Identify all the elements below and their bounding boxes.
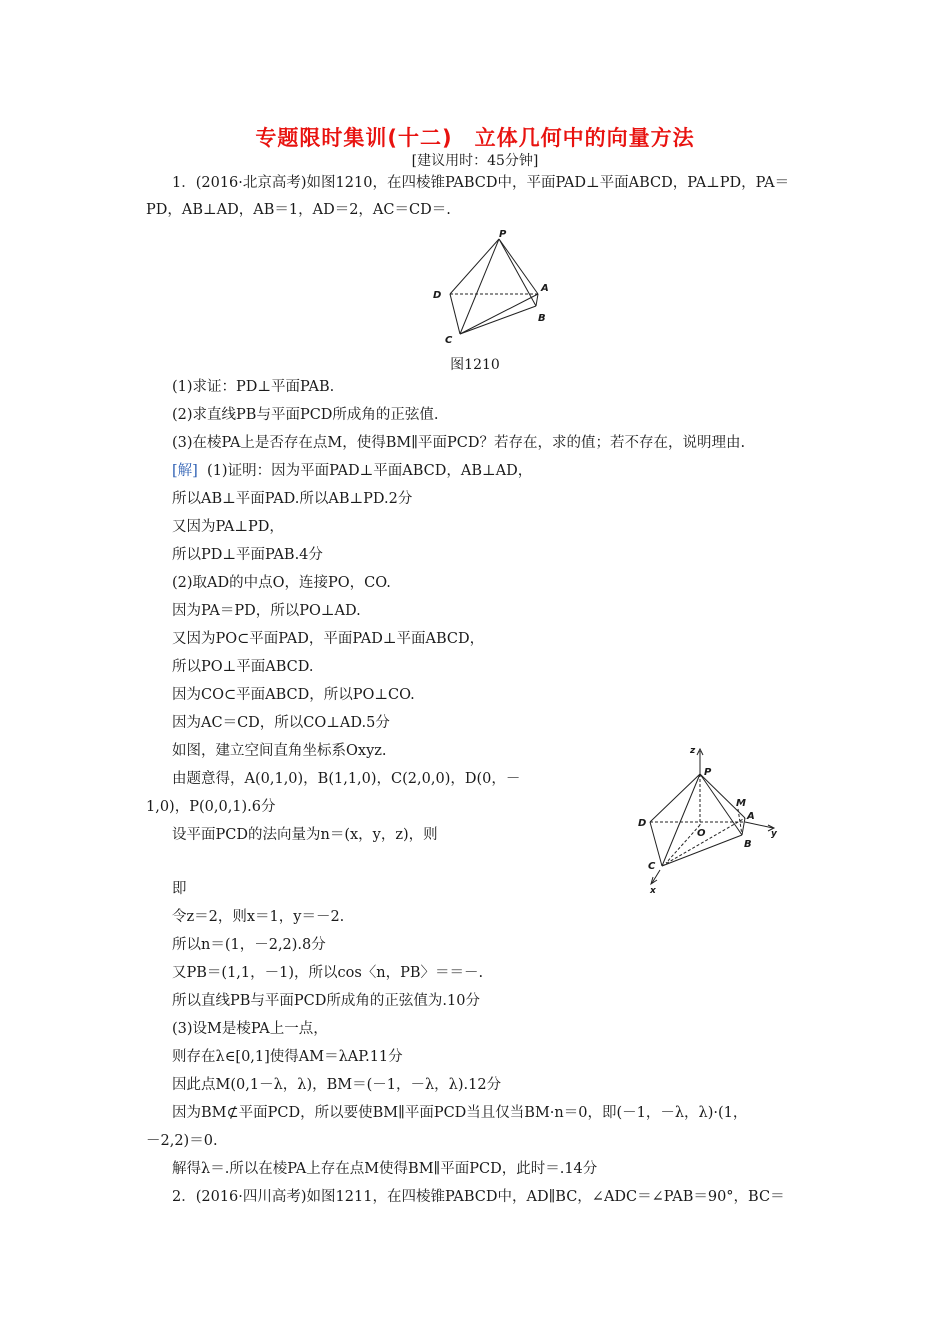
fig2-label-y: y — [771, 829, 777, 839]
solution-line-3: 又因为PA⊥PD， — [172, 519, 284, 535]
fig2-label-b: B — [744, 839, 752, 850]
solution-line-22: 因此点M(0,1－λ，λ)，BM＝(－1，－λ，λ).12分 — [172, 1077, 502, 1093]
fig1-label-c: C — [445, 335, 453, 346]
fig2-label-x: x — [650, 886, 656, 895]
solution-line-14: 设平面PCD的法向量为n＝(x，y，z)，则 — [172, 827, 438, 843]
solution-line-13: 1,0)，P(0,0,1).6分 — [146, 799, 276, 815]
solution-line-23: 因为BM⊄平面PCD，所以要使BM∥平面PCD当且仅当BM·n＝0，即(－1，－λ，λ)·(1， — [172, 1105, 748, 1121]
solution-line-16: 令z＝2，则x＝1，y＝－2. — [172, 909, 345, 925]
solution-line-21: 则存在λ∈[0,1]使得AM＝λAP.11分 — [172, 1049, 403, 1065]
question-1: (1)求证：PD⊥平面PAB. — [172, 379, 335, 395]
fig1-label-a: A — [541, 283, 549, 294]
solution-line-10: 因为AC＝CD，所以CO⊥AD.5分 — [172, 715, 390, 731]
page-subtitle: [建议用时：45分钟] — [411, 153, 539, 169]
fig2-label-o: O — [697, 828, 706, 839]
question-2: (2)求直线PB与平面PCD所成角的正弦值. — [172, 407, 439, 423]
solution-line-8: 所以PO⊥平面ABCD. — [172, 659, 314, 675]
solution-line-1: [解] (1)证明：因为平面PAD⊥平面ABCD，AB⊥AD， — [172, 463, 533, 479]
fig2-label-a: A — [747, 811, 755, 822]
solution-line-7: 又因为PO⊂平面PAD，平面PAD⊥平面ABCD， — [172, 631, 485, 647]
figure-caption: 图1210 — [450, 357, 500, 373]
fig1-label-b: B — [538, 313, 546, 324]
fig1-label-p: P — [499, 229, 507, 240]
solution-line-25: 解得λ＝.所以在棱PA上存在点M使得BM∥平面PCD，此时＝.14分 — [172, 1161, 598, 1177]
fig2-label-z: z — [690, 746, 696, 756]
fig2-label-d: D — [638, 818, 647, 829]
coordinate-pyramid-figure — [630, 745, 790, 895]
solution-tag: [解] — [172, 463, 198, 479]
fig2-label-p: P — [704, 767, 712, 778]
solution-line-11: 如图，建立空间直角坐标系Oxyz. — [172, 743, 387, 759]
pyramid-figure-1210 — [428, 226, 568, 346]
solution-line-5: (2)取AD的中点O，连接PO，CO. — [172, 575, 391, 591]
fig1-label-d: D — [433, 290, 442, 301]
solution-line-19: 所以直线PB与平面PCD所成角的正弦值为.10分 — [172, 993, 480, 1009]
page-title: 专题限时集训(十二) 立体几何中的向量方法 — [255, 126, 695, 150]
fig2-label-c: C — [648, 861, 656, 872]
solution-line-15: 即 — [172, 881, 187, 897]
solution-line-12: 由题意得，A(0,1,0)，B(1,1,0)，C(2,0,0)，D(0，－ — [172, 771, 521, 787]
solution-line-2: 所以AB⊥平面PAD.所以AB⊥PD.2分 — [172, 491, 413, 507]
solution-line-4: 所以PD⊥平面PAB.4分 — [172, 547, 323, 563]
solution-line-6: 因为PA＝PD，所以PO⊥AD. — [172, 603, 361, 619]
fig2-label-m: M — [736, 798, 746, 809]
problem2-stem-line1: 2．(2016·四川高考)如图1211，在四棱锥PABCD中，AD∥BC，∠ADC＝∠PAB＝90°，BC＝ — [172, 1189, 785, 1205]
solution-line-18: 又PB＝(1,1，－1)，所以cos〈n，PB〉＝＝－. — [172, 965, 484, 981]
solution-line-9: 因为CO⊂平面ABCD，所以PO⊥CO. — [172, 687, 415, 703]
problem1-stem-line1: 1．(2016·北京高考)如图1210，在四棱锥PABCD中，平面PAD⊥平面ABCD，PA⊥PD，PA＝ — [172, 175, 790, 191]
solution-line-20: (3)设M是棱PA上一点， — [172, 1021, 328, 1037]
solution-line-24: －2,2)＝0. — [146, 1133, 218, 1149]
question-3: (3)在棱PA上是否存在点M，使得BM∥平面PCD？若存在，求的值；若不存在，说明理由. — [172, 435, 746, 451]
problem1-stem-line2: PD，AB⊥AD，AB＝1，AD＝2，AC＝CD＝. — [146, 202, 451, 218]
solution-line-17: 所以n＝(1，－2,2).8分 — [172, 937, 326, 953]
